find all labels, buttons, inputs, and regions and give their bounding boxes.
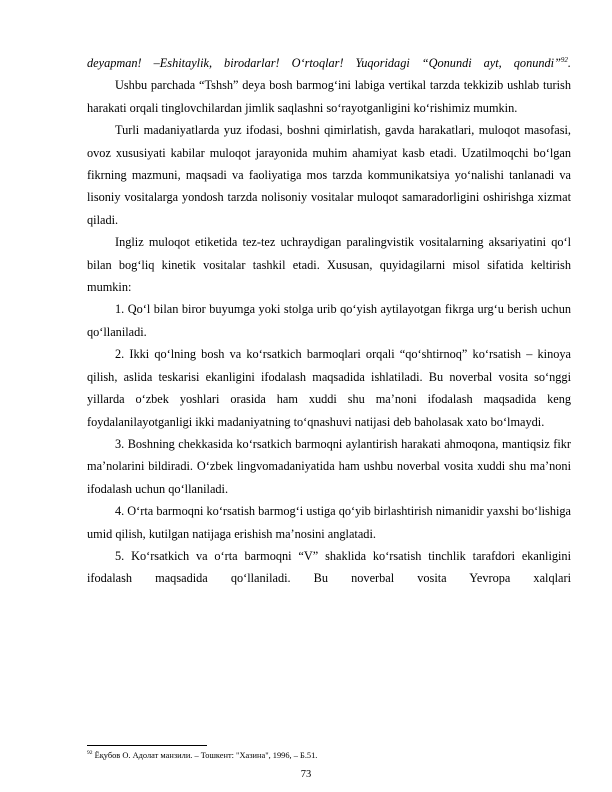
- paragraph: Turli madaniyatlarda yuz ifodasi, boshni qimirlatish, gavda harakatlari, muloqot masofasi, ovoz xususiyati kabilar muloqot jarayonida muhim ahamiyat kasb etadi. Uzatilmoqchi bo‘lgan fikrning mazmuni, maqsadi va faoliyatiga mos tarzda kommunikatsiya yo‘nalishi tanlanadi va lisoniy vositalarga yondosh tarzda nolisoniy vositalar muloqot samaradorligini oshirishga xizmat qiladi.: [87, 123, 571, 227]
- list-item: 1. Qo‘l bilan biror buyumga yoki stolga urib qo‘yish aytilayotgan fikrga urg‘u berish uchun qo‘llaniladi.: [87, 302, 571, 339]
- paragraph-tail: .: [567, 56, 571, 70]
- list-item: 5. Ko‘rsatkich va o‘rta barmoqni “V” shaklida ko‘rsatish tinchlik tarafdori ekanligini ifodalash maqsadida qo‘llaniladi. Bu noverbal vosita Yevropa xalqlari: [87, 548, 571, 586]
- list-item: 3. Boshning chekkasida ko‘rsatkich barmoqni aylantirish harakati ahmoqona, mantiqsiz fikr ma’nolarini bildiradi. O‘zbek lingvomadaniyatida ham ushbu noverbal vosita xuddi shu ma’noni ifodalash uchun qo‘llaniladi.: [87, 436, 571, 496]
- paragraph-text: deyapman! –Eshitaylik, birodarlar! O‘rtoqlar! Yuqoridagi “Qonundi ayt, qonundi”: [87, 56, 561, 70]
- paragraph-quote: [87, 52, 571, 74]
- footnote: [87, 751, 317, 761]
- footnote-divider: [87, 745, 207, 746]
- list-item: 4. O‘rta barmoqni ko‘rsatish barmog‘i ustiga qo‘yib birlashtirish nimanidir yaxshi bo‘lishiga umid qilish, kutilgan natijaga erishish ma’nosini anglatadi.: [87, 504, 571, 541]
- list-item: 2. Ikki qo‘lning bosh va ko‘rsatkich barmoqlari orqali “qo‘shtirnoq” ko‘rsatish – kinoya qilish, aslida teskarisi ekanligini ifodalash maqsadida ishlatiladi. Bu noverbal vosita so‘nggi yillarda o‘zbek yoshlari orasida ham xuddi shu ma’noni ifodalash maqsadida keng foydalanilayotganligi ikki madaniyatning to‘qnashuvi natijasi deb baholasak xato bo‘lmaydi.: [87, 347, 571, 429]
- footnote-ref: 92: [560, 55, 568, 64]
- paragraph: Ingliz muloqot etiketida tez-tez uchraydigan paralingvistik vositalarning aksariyatini qo‘l bilan bog‘liq kinetik vositalar tashkil etadi. Xususan, quyidagilarni misol sifatida keltirish mumkin:: [87, 235, 571, 295]
- paragraph: Ushbu parchada “Tshsh” deya bosh barmog‘ini labiga vertikal tarzda tekkizib ushlab turish harakati orqali tinglovchilardan jimlik saqlashni so‘rayotganligini ko‘rishimiz mumkin.: [87, 78, 571, 115]
- footnote-number: 92: [87, 750, 93, 757]
- footnote-text: Ёқубов О. Адолат манзили. – Тошкент: "Хазина", 1996, – Б.51.: [94, 751, 318, 760]
- page-number: 73: [300, 769, 312, 780]
- page-body: [87, 52, 571, 590]
